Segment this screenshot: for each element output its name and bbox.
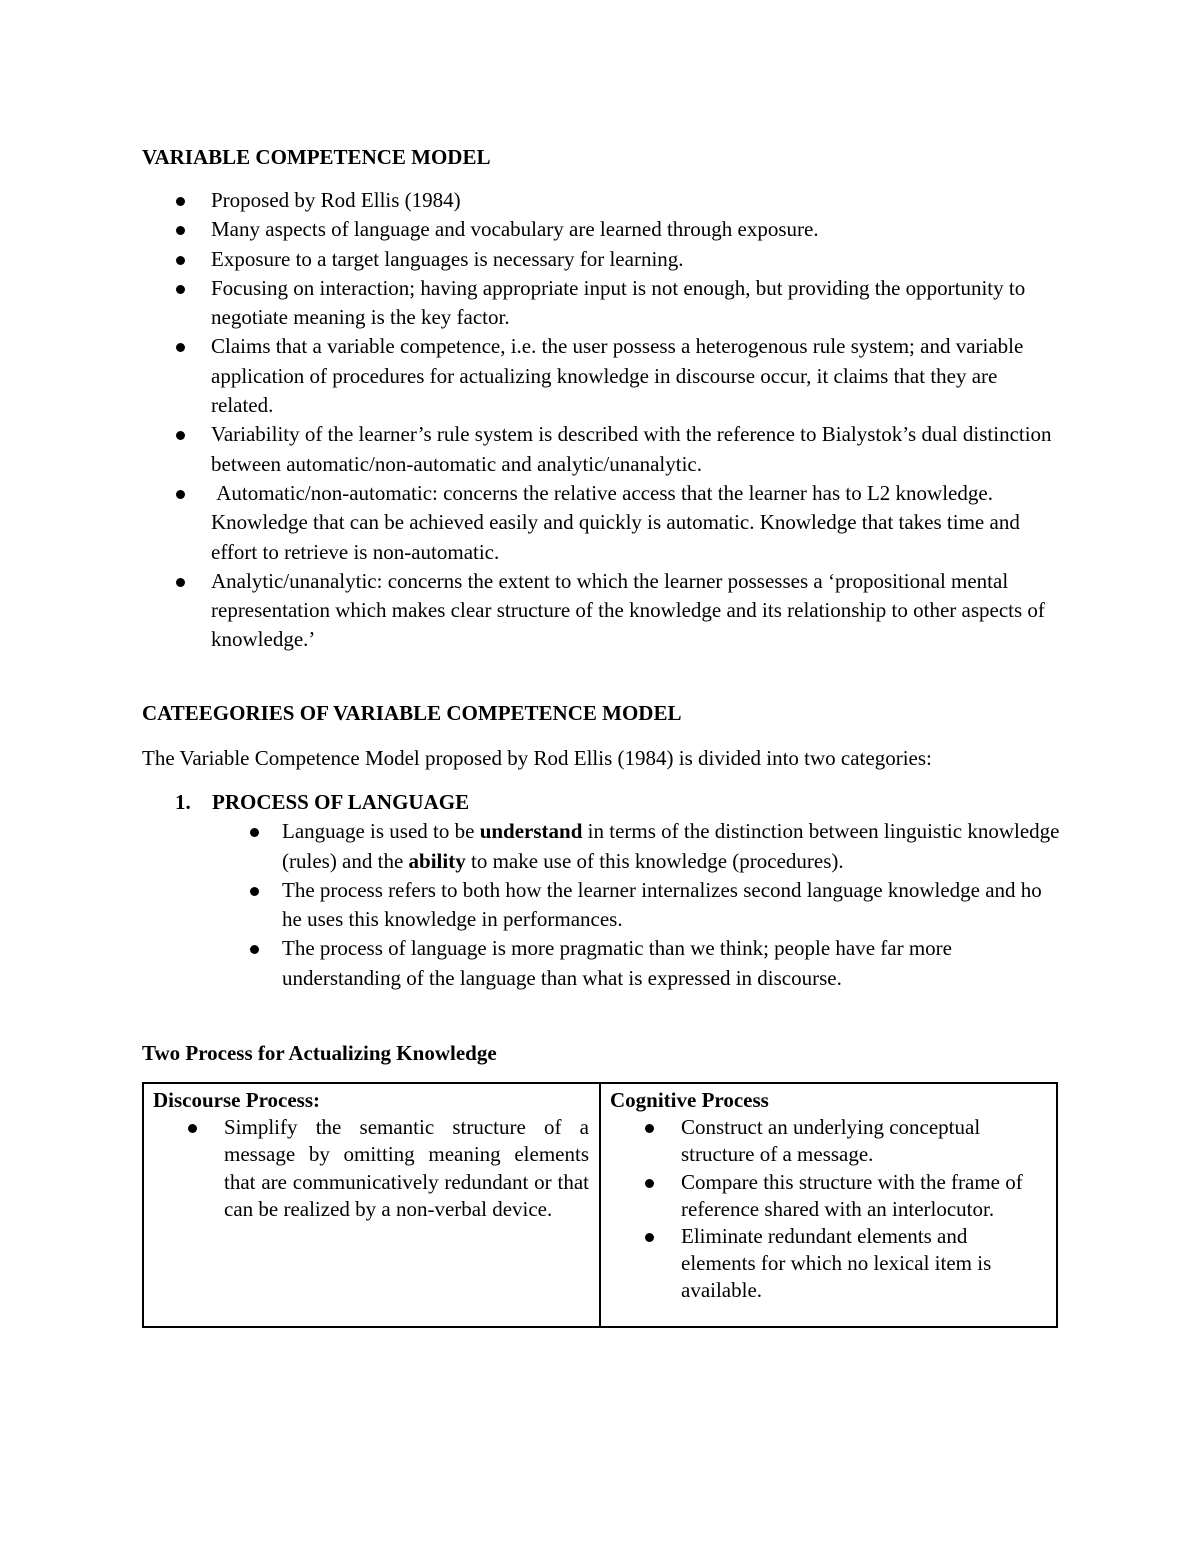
list-item-text: The process refers to both how the learner internalizes second language knowledge and ho he uses this knowledge in performances. <box>282 877 1042 932</box>
list-item-text: Many aspects of language and vocabulary are learned through exposure. <box>211 217 819 242</box>
list-item-text: Claims that a variable competence, i.e. the user possess a heterogenous rule system; and variable application of procedures for actualizing knowledge in discourse occur, it claims that they are related. <box>211 334 1024 418</box>
bullet-icon <box>176 226 185 235</box>
list-item-text: Exposure to a target languages is necessary for learning. <box>211 246 684 271</box>
list-item <box>153 1114 589 1223</box>
section-title-variable-competence-model: VARIABLE COMPETENCE MODEL <box>142 145 491 169</box>
bullet-icon <box>250 828 259 837</box>
list-item-text: Focusing on interaction; having appropriate input is not enough, but providing the opportunity to negotiate meaning is the key factor. <box>211 275 1026 330</box>
list-item <box>142 420 1062 479</box>
list-item <box>175 934 1065 993</box>
table-cell-title: Discourse Process: <box>153 1088 320 1112</box>
section-title-categories: CATEEGORIES OF VARIABLE COMPETENCE MODEL <box>142 701 682 725</box>
variable-competence-bullet-list <box>142 186 1062 655</box>
list-item-text: Eliminate redundant elements and elements for which no lexical item is available. <box>681 1224 992 1303</box>
item-number: 1. <box>175 790 191 814</box>
bullet-icon <box>176 343 185 352</box>
list-item-text-part: in terms of the distinction between linguistic knowledge (rules) and the <box>282 819 1060 873</box>
list-item <box>142 332 1062 420</box>
list-item <box>610 1114 1042 1168</box>
bullet-icon <box>645 1124 654 1133</box>
table-cell-discourse-process <box>144 1084 601 1326</box>
table-cell-title: Cognitive Process <box>610 1088 769 1112</box>
categories-intro-paragraph: The Variable Competence Model proposed by Rod Ellis (1984) is divided into two categories: <box>142 746 932 770</box>
list-item-text: Compare this structure with the frame of reference shared with an interlocutor. <box>681 1169 1023 1221</box>
bullet-icon <box>250 945 259 954</box>
process-comparison-table <box>142 1082 1058 1328</box>
bullet-icon <box>250 887 259 896</box>
bullet-icon <box>176 578 185 587</box>
discourse-process-bullets <box>153 1114 589 1223</box>
list-item <box>175 817 1065 876</box>
list-item-text-part: to make use of this knowledge (procedures). <box>465 848 844 873</box>
bullet-icon <box>176 285 185 294</box>
process-of-language-bullets <box>175 817 1065 993</box>
list-item-text: Proposed by Rod Ellis (1984) <box>211 188 461 212</box>
list-item <box>610 1169 1042 1223</box>
list-item <box>142 479 1062 567</box>
bold-term-understand: understand <box>479 819 583 844</box>
bullet-icon <box>176 490 185 499</box>
cognitive-process-bullets <box>610 1114 1042 1304</box>
list-item-text: Construct an underlying conceptual structure of a message. <box>681 1115 981 1167</box>
bullet-icon <box>645 1179 654 1188</box>
list-item-text: The process of language is more pragmatic than we think; people have far more understanding of the language than what is expressed in discourse. <box>282 936 953 990</box>
list-item-text: Variability of the learner’s rule system is described with the reference to Bialystok’s dual distinction between automatic/non-automatic and analytic/unanalytic. <box>211 422 1052 476</box>
bullet-icon <box>645 1233 654 1242</box>
section-title-two-process: Two Process for Actualizing Knowledge <box>142 1041 497 1065</box>
list-item <box>175 876 1065 935</box>
list-item-text: Analytic/unanalytic: concerns the extent to which the learner possesses a ‘propositional mental representation which makes clear structure of the knowledge and its relationship to other aspects of knowledge.’ <box>211 568 1045 652</box>
list-item-text-part: Language is used to be <box>282 819 480 844</box>
list-item <box>142 215 1062 244</box>
bullet-icon <box>176 197 185 206</box>
bold-term-ability: ability <box>408 848 466 873</box>
list-item-text: Automatic/non-automatic: concerns the relative access that the learner has to L2 knowledge. Knowledge that can be achieved easily and quickly is automatic. Knowledge that takes time and effort to retrieve is non-automatic. <box>211 480 1026 564</box>
list-item <box>142 186 1062 215</box>
bullet-icon <box>176 256 185 265</box>
list-item <box>142 245 1062 274</box>
numbered-item-process-of-language <box>175 788 1065 993</box>
list-item <box>142 274 1062 333</box>
bullet-icon <box>188 1124 197 1133</box>
table-cell-cognitive-process <box>601 1084 1056 1326</box>
bullet-icon <box>176 431 185 440</box>
numbered-item-heading <box>175 788 1065 817</box>
item-title: PROCESS OF LANGUAGE <box>212 790 470 814</box>
list-item-text: Simplify the semantic structure of a message by omitting meaning elements that are communicatively redundant or that can be realized by a non-verbal device. <box>224 1115 589 1221</box>
list-item <box>610 1223 1042 1305</box>
list-item <box>142 567 1062 655</box>
